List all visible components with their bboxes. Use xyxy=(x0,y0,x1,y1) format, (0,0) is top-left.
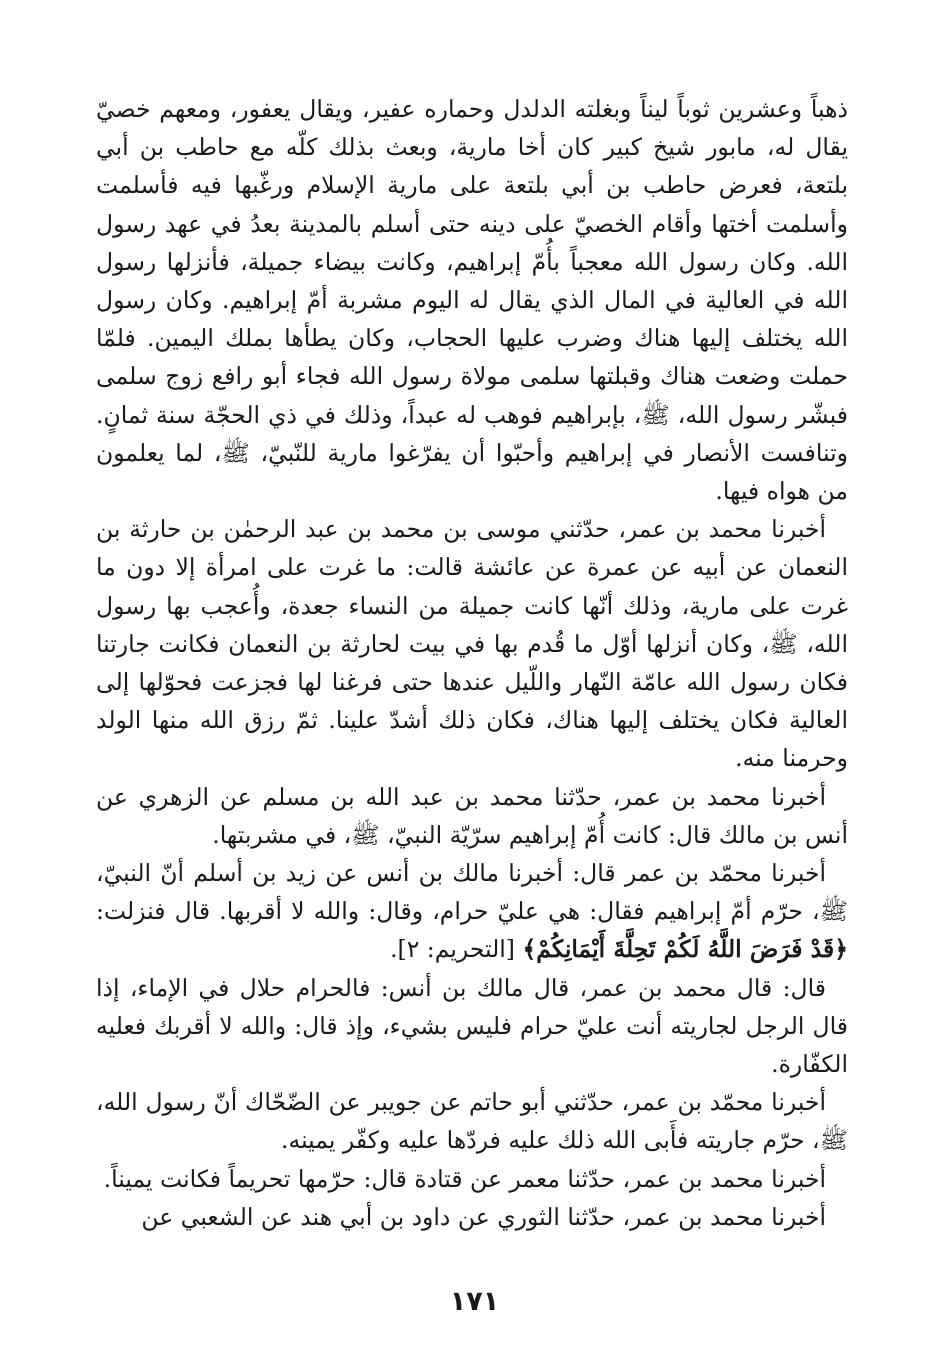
paragraph-7: أخبرنا محمد بن عمر، حدّثنا معمر عن قتادة قال: حرّمها تحريماً فكانت يميناً. xyxy=(103,1164,826,1193)
paragraph-8: أخبرنا محمد بن عمر، حدّثنا الثوري عن داود بن أبي هند عن الشعبي عن xyxy=(141,1202,826,1231)
page-number: ١٧١ xyxy=(449,1286,500,1317)
paragraph-2: أخبرنا محمد بن عمر، حدّثني موسى بن محمد بن عبد الرحمٰن بن حارثة بن النعمان عن أبيه عن عمرة عن عائشة قالت: ما غرت على امرأة إلا دون ما غرت على مارية، وذلك أنّها كانت جميلة من النساء جعدة، وأُعجب بها رسول الله، ﷺ، وكان أنزلها أوّل ما قُدم بها في بيت لحارثة بن النعمان فكانت جارتنا فكان رسول الله عامّة النّهار واللّيل عندها حتى فرغنا لها فجزعت فحوّلها إلى العالية فكان يختلف إليها هناك، فكان ذلك أشدّ علينا. ثمّ رزق الله منها الولد وحرمنا منه. xyxy=(96,515,848,773)
quran-verse: ﴿قَدْ فَرَضَ اللَّهُ لَكُمْ تَحِلَّةَ أَيْمَانِكُمْ﴾ xyxy=(522,935,848,964)
paragraph-3: أخبرنا محمد بن عمر، حدّثنا محمد بن عبد الله بن مسلم عن الزهري عن أنس بن مالك قال: كانت أُمّ إبراهيم سرّيّة النبيّ، ﷺ، في مشربتها. xyxy=(96,782,848,849)
paragraph-4-text-before: أخبرنا محمّد بن عمر قال: أخبرنا مالك بن أنس عن زيد بن أسلم أنّ النبيّ، ﷺ، حرّم أمّ إبراهيم فقال: هي عليّ حرام، وقال: والله لا أقربها. قال فنزلت: xyxy=(96,859,848,926)
paragraph-1: ذهباً وعشرين ثوباً ليناً وبغلته الدلدل وحماره عفير، ويقال يعفور، ومعهم خصيّ يقال له، مابور شيخ كبير كان أخا مارية، وبعث بذلك كلّه مع حاطب بن أبي بلتعة، فعرض حاطب بن أبي بلتعة على مارية الإسلام ورغّبها فيه فأسلمت وأسلمت أختها وأقام الخصيّ على دينه حتى أسلم بالمدينة بعدُ في عهد رسول الله. وكان رسول الله معجباً بأُمّ إبراهيم، وكانت بيضاء جميلة، فأنزلها رسول الله في العالية في المال الذي يقال له اليوم مشربة أمّ إبراهيم. وكان رسول الله يختلف إليها هناك وضرب عليها الحجاب، وكان يطأها بملك اليمين. فلمّا حملت وضعت هناك وقبلتها سلمى مولاة رسول الله فجاء أبو رافع زوج سلمى فبشّر رسول الله، ﷺ، بإبراهيم فوهب له عبداً، وذلك في ذي الحجّة سنة ثمانٍ. وتنافست الأنصار في إبراهيم وأحبّوا أن يفرّغوا مارية للنّبيّ، ﷺ، لما يعلمون من هواه فيها. xyxy=(96,95,848,506)
paragraph-6: أخبرنا محمّد بن عمر، حدّثني أبو حاتم عن جويبر عن الضّحّاك أنّ رسول الله، ﷺ، حرّم جاريته فأَبى الله ذلك عليه فردّها عليه وكفّر يمينه. xyxy=(96,1088,848,1155)
paragraph-4 xyxy=(96,854,848,969)
page-body xyxy=(96,90,848,1290)
paragraph-4-text-after: [التحريم: ٢]. xyxy=(390,935,523,964)
paragraph-5: قال: قال محمد بن عمر، قال مالك بن أنس: فالحرام حلال في الإماء، إذا قال الرجل لجاريته أنت عليّ حرام فليس بشيء، وإذ قال: والله لا أقربك فعليه الكفّارة. xyxy=(96,973,848,1079)
